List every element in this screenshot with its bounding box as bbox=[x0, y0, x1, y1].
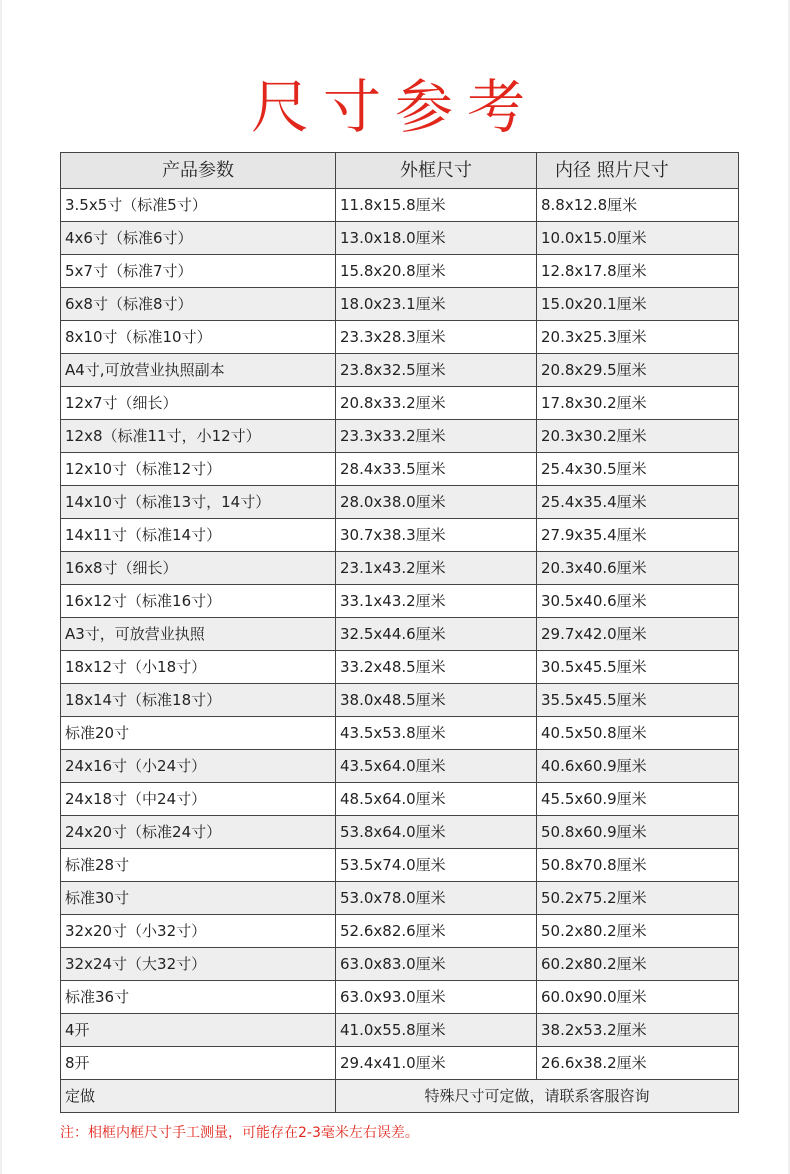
table-row bbox=[61, 255, 739, 288]
table-row bbox=[61, 1047, 739, 1080]
cell-product-spec: 14x11寸（标准14寸） bbox=[61, 519, 336, 552]
cell-inner-size: 60.0x90.0厘米 bbox=[537, 981, 739, 1014]
cell-product-spec: A3寸，可放营业执照 bbox=[61, 618, 336, 651]
table-row bbox=[61, 816, 739, 849]
cell-inner-size: 25.4x30.5厘米 bbox=[537, 453, 739, 486]
table-row bbox=[61, 222, 739, 255]
cell-outer-size: 23.1x43.2厘米 bbox=[336, 552, 537, 585]
table-row bbox=[61, 783, 739, 816]
cell-inner-size: 45.5x60.9厘米 bbox=[537, 783, 739, 816]
cell-outer-size: 53.8x64.0厘米 bbox=[336, 816, 537, 849]
cell-inner-size: 35.5x45.5厘米 bbox=[537, 684, 739, 717]
cell-inner-size: 30.5x40.6厘米 bbox=[537, 585, 739, 618]
cell-outer-size: 23.3x28.3厘米 bbox=[336, 321, 537, 354]
cell-product-spec: 12x8（标准11寸，小12寸） bbox=[61, 420, 336, 453]
cell-product-spec: 12x7寸（细长） bbox=[61, 387, 336, 420]
table-row-custom bbox=[61, 1080, 739, 1113]
cell-product-spec: 32x20寸（小32寸） bbox=[61, 915, 336, 948]
header-outer-size: 外框尺寸 bbox=[336, 153, 537, 189]
table-row bbox=[61, 684, 739, 717]
cell-outer-size: 30.7x38.3厘米 bbox=[336, 519, 537, 552]
cell-product-spec: 4开 bbox=[61, 1014, 336, 1047]
cell-outer-size: 11.8x15.8厘米 bbox=[336, 189, 537, 222]
table-row bbox=[61, 1014, 739, 1047]
cell-product-spec: 4x6寸（标准6寸） bbox=[61, 222, 336, 255]
header-inner-photo-size: 内径 照片尺寸 bbox=[537, 153, 739, 189]
table-row bbox=[61, 321, 739, 354]
custom-label: 定做 bbox=[61, 1080, 336, 1113]
cell-outer-size: 32.5x44.6厘米 bbox=[336, 618, 537, 651]
table-header-row bbox=[61, 153, 739, 189]
cell-inner-size: 20.3x25.3厘米 bbox=[537, 321, 739, 354]
cell-outer-size: 28.0x38.0厘米 bbox=[336, 486, 537, 519]
cell-product-spec: 5x7寸（标准7寸） bbox=[61, 255, 336, 288]
cell-outer-size: 29.4x41.0厘米 bbox=[336, 1047, 537, 1080]
table-row bbox=[61, 717, 739, 750]
cell-product-spec: 16x12寸（标准16寸） bbox=[61, 585, 336, 618]
cell-inner-size: 20.8x29.5厘米 bbox=[537, 354, 739, 387]
cell-outer-size: 41.0x55.8厘米 bbox=[336, 1014, 537, 1047]
cell-inner-size: 50.8x70.8厘米 bbox=[537, 849, 739, 882]
cell-product-spec: 18x14寸（标准18寸） bbox=[61, 684, 336, 717]
cell-inner-size: 30.5x45.5厘米 bbox=[537, 651, 739, 684]
page-edge-left bbox=[0, 0, 2, 1174]
cell-product-spec: 3.5x5寸（标准5寸） bbox=[61, 189, 336, 222]
cell-inner-size: 38.2x53.2厘米 bbox=[537, 1014, 739, 1047]
cell-product-spec: 14x10寸（标准13寸，14寸） bbox=[61, 486, 336, 519]
cell-outer-size: 63.0x93.0厘米 bbox=[336, 981, 537, 1014]
cell-outer-size: 18.0x23.1厘米 bbox=[336, 288, 537, 321]
measurement-note: 注：相框内框尺寸手工测量，可能存在2-3毫米左右误差。 bbox=[60, 1125, 419, 1141]
cell-outer-size: 23.8x32.5厘米 bbox=[336, 354, 537, 387]
cell-product-spec: 标准28寸 bbox=[61, 849, 336, 882]
table-row bbox=[61, 915, 739, 948]
cell-inner-size: 50.8x60.9厘米 bbox=[537, 816, 739, 849]
cell-outer-size: 43.5x64.0厘米 bbox=[336, 750, 537, 783]
cell-inner-size: 29.7x42.0厘米 bbox=[537, 618, 739, 651]
cell-outer-size: 53.5x74.0厘米 bbox=[336, 849, 537, 882]
table-row bbox=[61, 618, 739, 651]
table-body bbox=[61, 189, 739, 1113]
cell-inner-size: 60.2x80.2厘米 bbox=[537, 948, 739, 981]
cell-outer-size: 53.0x78.0厘米 bbox=[336, 882, 537, 915]
table-row bbox=[61, 981, 739, 1014]
cell-outer-size: 48.5x64.0厘米 bbox=[336, 783, 537, 816]
cell-product-spec: 12x10寸（标准12寸） bbox=[61, 453, 336, 486]
cell-outer-size: 52.6x82.6厘米 bbox=[336, 915, 537, 948]
cell-product-spec: 16x8寸（细长） bbox=[61, 552, 336, 585]
table-row bbox=[61, 750, 739, 783]
cell-inner-size: 50.2x80.2厘米 bbox=[537, 915, 739, 948]
header-product-spec: 产品参数 bbox=[61, 153, 336, 189]
cell-product-spec: 24x16寸（小24寸） bbox=[61, 750, 336, 783]
table-row bbox=[61, 189, 739, 222]
cell-outer-size: 20.8x33.2厘米 bbox=[336, 387, 537, 420]
cell-outer-size: 38.0x48.5厘米 bbox=[336, 684, 537, 717]
cell-outer-size: 13.0x18.0厘米 bbox=[336, 222, 537, 255]
cell-inner-size: 15.0x20.1厘米 bbox=[537, 288, 739, 321]
custom-text: 特殊尺寸可定做，请联系客服咨询 bbox=[336, 1080, 739, 1113]
cell-product-spec: 标准20寸 bbox=[61, 717, 336, 750]
cell-product-spec: 32x24寸（大32寸） bbox=[61, 948, 336, 981]
cell-outer-size: 33.2x48.5厘米 bbox=[336, 651, 537, 684]
cell-product-spec: 18x12寸（小18寸） bbox=[61, 651, 336, 684]
cell-inner-size: 20.3x40.6厘米 bbox=[537, 552, 739, 585]
page-title: 尺寸参考 bbox=[250, 72, 539, 141]
cell-inner-size: 20.3x30.2厘米 bbox=[537, 420, 739, 453]
cell-inner-size: 40.6x60.9厘米 bbox=[537, 750, 739, 783]
table-row bbox=[61, 552, 739, 585]
cell-outer-size: 43.5x53.8厘米 bbox=[336, 717, 537, 750]
cell-product-spec: 24x18寸（中24寸） bbox=[61, 783, 336, 816]
table-row bbox=[61, 849, 739, 882]
size-reference-table bbox=[60, 152, 739, 1113]
table-row bbox=[61, 453, 739, 486]
table-row bbox=[61, 585, 739, 618]
table-row bbox=[61, 948, 739, 981]
cell-inner-size: 26.6x38.2厘米 bbox=[537, 1047, 739, 1080]
table-row bbox=[61, 651, 739, 684]
cell-inner-size: 8.8x12.8厘米 bbox=[537, 189, 739, 222]
cell-inner-size: 27.9x35.4厘米 bbox=[537, 519, 739, 552]
table-row bbox=[61, 288, 739, 321]
cell-inner-size: 50.2x75.2厘米 bbox=[537, 882, 739, 915]
cell-product-spec: 8x10寸（标准10寸） bbox=[61, 321, 336, 354]
cell-product-spec: 标准30寸 bbox=[61, 882, 336, 915]
cell-outer-size: 28.4x33.5厘米 bbox=[336, 453, 537, 486]
cell-product-spec: 24x20寸（标准24寸） bbox=[61, 816, 336, 849]
cell-outer-size: 63.0x83.0厘米 bbox=[336, 948, 537, 981]
table-row bbox=[61, 519, 739, 552]
table-row bbox=[61, 882, 739, 915]
cell-inner-size: 40.5x50.8厘米 bbox=[537, 717, 739, 750]
cell-product-spec: 8开 bbox=[61, 1047, 336, 1080]
cell-product-spec: A4寸,可放营业执照副本 bbox=[61, 354, 336, 387]
table-row bbox=[61, 354, 739, 387]
cell-inner-size: 12.8x17.8厘米 bbox=[537, 255, 739, 288]
cell-outer-size: 23.3x33.2厘米 bbox=[336, 420, 537, 453]
cell-inner-size: 10.0x15.0厘米 bbox=[537, 222, 739, 255]
cell-product-spec: 标准36寸 bbox=[61, 981, 336, 1014]
cell-inner-size: 25.4x35.4厘米 bbox=[537, 486, 739, 519]
table-row bbox=[61, 420, 739, 453]
cell-outer-size: 15.8x20.8厘米 bbox=[336, 255, 537, 288]
cell-outer-size: 33.1x43.2厘米 bbox=[336, 585, 537, 618]
table-row bbox=[61, 387, 739, 420]
cell-inner-size: 17.8x30.2厘米 bbox=[537, 387, 739, 420]
table-row bbox=[61, 486, 739, 519]
cell-product-spec: 6x8寸（标准8寸） bbox=[61, 288, 336, 321]
